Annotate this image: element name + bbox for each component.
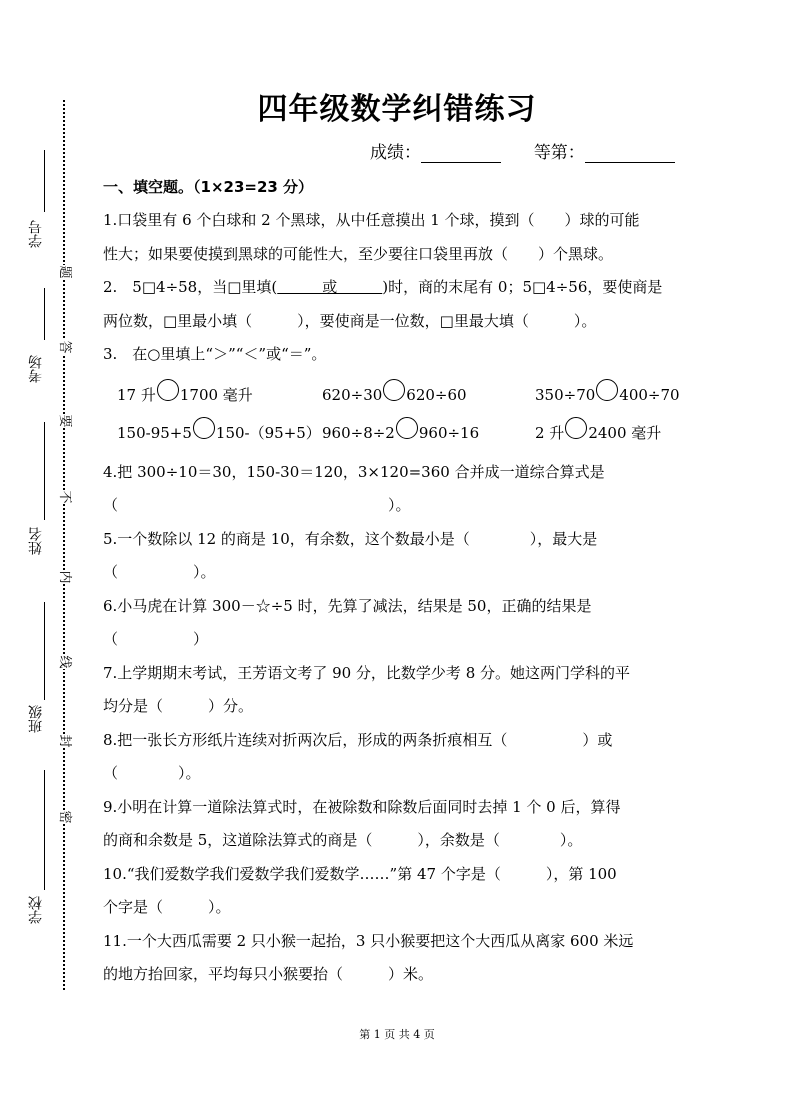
question-3-line-1: 3. 在○里填上“＞”“＜”或“＝”。 <box>103 345 327 363</box>
comparison-circle[interactable] <box>596 379 618 401</box>
question-11-line-1: 11.一个大西瓜需要 2 只小猴一起抬，3 只小猴要把这个大西瓜从离家 600 米远 <box>103 931 634 950</box>
question-10-line-1: 10.“我们爱数学我们爱数学我们爱数学……”第 47 个字是（ ），第 100 <box>103 864 617 883</box>
page-title: 四年级数学纠错练习 <box>257 92 537 127</box>
comparison-item <box>322 417 535 451</box>
comparison-left: 2 升 <box>535 423 565 442</box>
comparison-item <box>535 417 661 451</box>
seal-char: 要 <box>57 414 72 428</box>
class-line <box>44 602 45 700</box>
question-7-line-1: 7.上学期期末考试，王芳语文考了 90 分，比数学少考 8 分。她这两门学科的平 <box>103 663 631 682</box>
comparison-circle[interactable] <box>383 379 405 401</box>
question-content <box>103 176 703 992</box>
question-7-line-2: 均分是（ ）分。 <box>103 697 254 715</box>
question-4-line-1: 4.把 300÷10＝30，150-30＝120，3×120=360 合并成一道综合算式是 <box>103 462 605 481</box>
comparison-left: 350÷70 <box>535 385 596 404</box>
seal-char: 不 <box>57 490 72 504</box>
seal-char: 线 <box>57 655 72 669</box>
question-11-line-2: 的地方抬回家，平均每只小猴要抬（ ）米。 <box>103 965 434 983</box>
comparison-circle[interactable] <box>565 417 587 439</box>
exam-room-line <box>44 288 45 340</box>
comparison-left: 960÷8÷2 <box>322 423 395 442</box>
comparison-left: 17 升 <box>117 385 156 404</box>
seal-char: 内 <box>57 570 72 584</box>
student-id-label: 学号 <box>28 220 44 248</box>
seal-char: 答 <box>57 340 72 354</box>
comparison-item <box>535 379 680 413</box>
school-line <box>44 770 45 890</box>
question-10-line-2: 个字是（ ）。 <box>103 898 231 916</box>
comparison-row-2 <box>103 416 703 452</box>
comparison-right: 1700 毫升 <box>179 385 253 404</box>
seal-char: 密 <box>57 810 72 824</box>
score-line <box>370 138 675 163</box>
section-heading: 一、填空题。（1×23=23 分） <box>103 178 314 196</box>
comparison-right: 400÷70 <box>619 385 680 404</box>
question-5-line-2: （ ）。 <box>103 563 216 581</box>
question-1-line-1: 1.口袋里有 6 个白球和 2 个黑球，从中任意摸出 1 个球，摸到（ ）球的可能 <box>103 211 640 229</box>
grade-blank[interactable] <box>585 144 675 163</box>
comparison-circle[interactable] <box>396 417 418 439</box>
comparison-circle[interactable] <box>157 379 179 401</box>
student-id-line <box>44 150 45 212</box>
seal-dotted-line <box>63 100 65 990</box>
question-9-line-1: 9.小明在计算一道除法算式时，在被除数和除数后面同时去掉 1 个 0 后，算得 <box>103 797 621 816</box>
question-6-line-2: （ ） <box>103 630 209 648</box>
comparison-right: 2400 毫升 <box>588 423 662 442</box>
question-8-line-2: （ ）。 <box>103 764 201 782</box>
question-2-line-2: 两位数，□里最小填（ ），要使商是一位数，□里最大填（ ）。 <box>103 311 597 330</box>
exam-room-label: 考场 <box>28 355 44 383</box>
q2-part-c: )时，商的末尾有 0；5□4÷56，要使商是 <box>382 278 663 296</box>
comparison-item <box>117 417 322 451</box>
q2-part-a: 2. 5□4÷58，当□里填( <box>103 278 278 296</box>
comparison-item <box>322 379 535 413</box>
comparison-circle[interactable] <box>193 417 215 439</box>
name-line <box>44 422 45 520</box>
class-label: 班级 <box>28 705 44 733</box>
page-footer: 第 1 页 共 4 页 <box>359 1028 435 1041</box>
comparison-right: 150-（95+5） <box>215 423 321 442</box>
grade-label: 等第： <box>533 143 585 163</box>
q2-underlined-blank: 或 <box>277 278 383 296</box>
question-5-line-1: 5.一个数除以 12 的商是 10，有余数，这个数最小是（ ），最大是 <box>103 529 598 548</box>
binding-margin <box>0 0 100 1099</box>
seal-char: 题 <box>57 265 72 279</box>
question-1-line-2: 性大；如果要使摸到黑球的可能性大，至少要往口袋里再放（ ）个黑球。 <box>103 244 614 263</box>
question-4-line-2: （ ）。 <box>103 496 411 514</box>
question-2-line-1 <box>103 271 703 305</box>
comparison-item <box>117 379 322 413</box>
question-9-line-2: 的商和余数是 5，这道除法算式的商是（ ），余数是（ ）。 <box>103 831 583 849</box>
question-6-line-1: 6.小马虎在计算 300－☆÷5 时，先算了减法，结果是 50，正确的结果是 <box>103 596 592 615</box>
comparison-left: 620÷30 <box>322 385 383 404</box>
school-label: 学校 <box>28 896 44 924</box>
score-blank[interactable] <box>421 144 501 163</box>
comparison-right: 620÷60 <box>406 385 467 404</box>
comparison-row-1 <box>103 378 703 414</box>
score-label: 成绩： <box>370 143 421 163</box>
seal-char: 封 <box>57 734 72 748</box>
comparison-right: 960÷16 <box>418 423 480 442</box>
comparison-left: 150-95+5 <box>117 423 192 442</box>
name-label: 姓名 <box>28 527 44 555</box>
question-8-line-1: 8.把一张长方形纸片连续对折两次后，形成的两条折痕相互（ ）或 <box>103 730 613 749</box>
